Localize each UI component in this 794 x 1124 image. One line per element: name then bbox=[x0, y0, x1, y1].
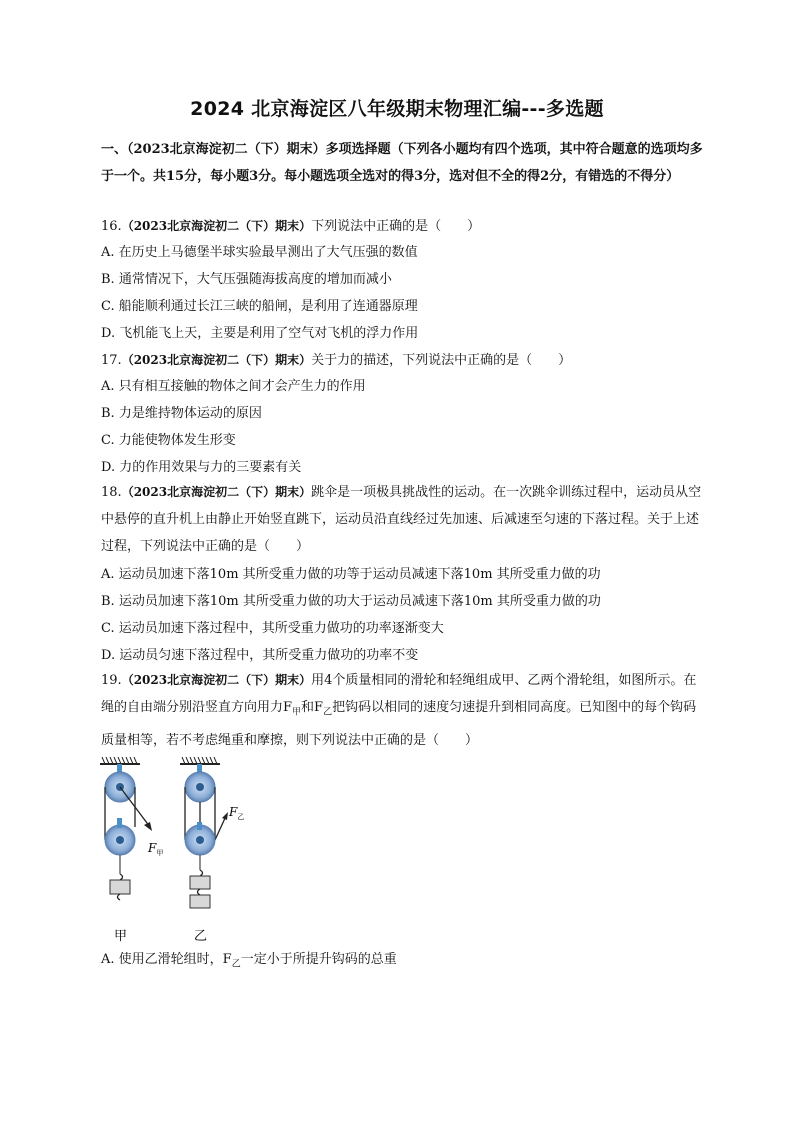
option-a bbox=[101, 950, 721, 975]
page-title: 2024 北京海淀区八年级期末物理汇编---多选题 bbox=[190, 98, 604, 120]
question-text: 用4个质量相同的滑轮和轻绳组成甲、乙两个滑轮组，如图所示。在绳的自由端分别沿竖直方向用力F bbox=[101, 673, 697, 715]
pulley-system-left bbox=[105, 764, 152, 900]
force-label-left: $F_甲$ bbox=[148, 841, 164, 857]
figure-label-right: 乙 bbox=[194, 929, 208, 944]
option-c: C. 运动员加速下落过程中，其所受重力做功的功率逐渐变大 bbox=[101, 621, 444, 636]
question-text: 下列说法中正确的是（ ） bbox=[311, 219, 481, 234]
question-number: 17. bbox=[101, 353, 122, 368]
figure-label-left: 甲 bbox=[114, 929, 128, 944]
ceiling-right bbox=[180, 757, 220, 764]
question-17-stem bbox=[101, 350, 721, 371]
option-b: B. 力是维持物体运动的原因 bbox=[101, 406, 262, 421]
option-d: D. 力的作用效果与力的三要素有关 bbox=[101, 460, 302, 475]
question-18-stem bbox=[101, 479, 707, 560]
question-number: 18. bbox=[101, 485, 122, 500]
question-number: 19. bbox=[101, 673, 122, 688]
pulley-system-right bbox=[185, 764, 228, 908]
option-a: A. 在历史上马德堡半球实验最早测出了大气压强的数值 bbox=[101, 245, 418, 260]
question-16-stem bbox=[101, 216, 721, 237]
question-text: 跳伞是一项极具挑战性的运动。在一次跳伞训练过程中，运动员从空中悬停的直升机上由静止开始竖直跳下，运动员沿直线经过先加速、后减速至匀速的下落过程。关于上述过程，下列说法中正确的是（ ） bbox=[101, 485, 702, 554]
question-text: 把钩码以相同的速度匀速提升到相同高度。已知图中的每个钩码质量相等，若不考虑绳重和摩擦，则下列说法中正确的是（ ） bbox=[101, 700, 697, 748]
question-text: 关于力的描述，下列说法中正确的是（ ） bbox=[311, 353, 572, 368]
option-c: C. 船能顺利通过长江三峡的船闸，是利用了连通器原理 bbox=[101, 299, 418, 314]
force-label-right: $F_乙$ bbox=[229, 805, 245, 821]
option-b: B. 运动员加速下落10m 其所受重力做的功大于运动员减速下落10m 其所受重力做的功 bbox=[101, 594, 601, 609]
question-text: 和F bbox=[301, 700, 324, 715]
ceiling-left bbox=[100, 757, 140, 764]
option-text: 一定小于所提升钩码的总重 bbox=[240, 952, 397, 967]
pulley-figure bbox=[96, 752, 246, 947]
subscript: 乙 bbox=[231, 959, 241, 970]
question-number: 16. bbox=[101, 219, 122, 234]
question-19-stem bbox=[101, 667, 707, 754]
subscript: 乙 bbox=[323, 707, 333, 718]
section-heading: 一、（2023北京海淀初二（下）期末）多项选择题（下列各小题均有四个选项，其中符合题意的选项均多于一个。共15分，每小题3分。每小题选项全选对的得3分，选对但不全的得2分，有错选的不得分） bbox=[101, 142, 703, 184]
question-source: （2023北京海淀初二（下）期末） bbox=[121, 219, 312, 233]
subscript: 甲 bbox=[292, 707, 302, 718]
question-source: （2023北京海淀初二（下）期末） bbox=[121, 673, 312, 687]
question-source: （2023北京海淀初二（下）期末） bbox=[121, 485, 312, 499]
option-b: B. 通常情况下，大气压强随海拔高度的增加而减小 bbox=[101, 272, 392, 287]
pulley-diagram bbox=[96, 752, 246, 947]
option-d: D. 运动员匀速下落过程中，其所受重力做功的功率不变 bbox=[101, 648, 419, 663]
option-a: A. 只有相互接触的物体之间才会产生力的作用 bbox=[101, 379, 366, 394]
option-a: A. 运动员加速下落10m 其所受重力做的功等于运动员减速下落10m 其所受重力做的功 bbox=[101, 567, 601, 582]
option-text: A. 使用乙滑轮组时，F bbox=[101, 952, 232, 967]
option-c: C. 力能使物体发生形变 bbox=[101, 433, 236, 448]
option-d: D. 飞机能飞上天，主要是利用了空气对飞机的浮力作用 bbox=[101, 326, 419, 341]
question-source: （2023北京海淀初二（下）期末） bbox=[121, 353, 312, 367]
